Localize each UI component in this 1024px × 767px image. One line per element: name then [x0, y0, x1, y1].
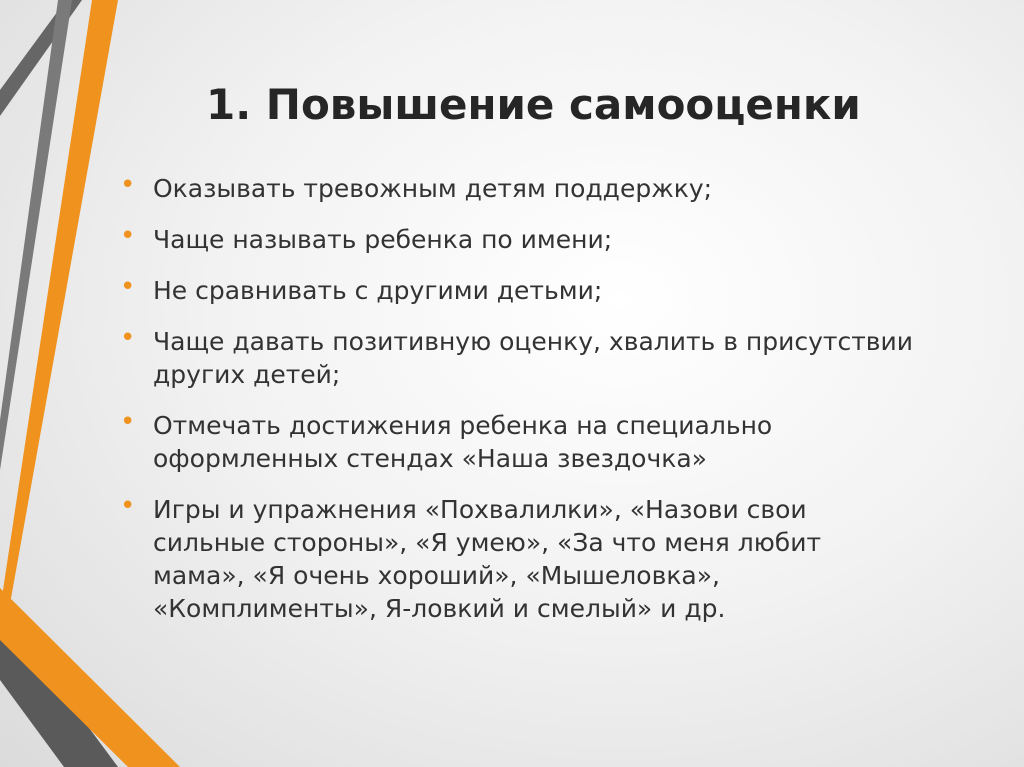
bullet-icon: • — [120, 170, 136, 200]
gray-stripe-top — [0, 0, 82, 116]
slide-title: 1. Повышение самооценки — [206, 80, 861, 129]
bullet-icon: • — [120, 272, 136, 302]
bullet-icon: • — [120, 407, 136, 437]
list-item-text: Чаще давать позитивную оценку, хвалить в присутствии других детей; — [153, 327, 914, 389]
list-item — [120, 409, 920, 475]
list-item-text: Отмечать достижения ребенка на специально оформленных стендах «Наша звездочка» — [153, 411, 773, 473]
list-item — [120, 223, 920, 256]
list-item-text: Чаще называть ребенка по имени; — [153, 225, 613, 254]
list-item — [120, 493, 920, 625]
bullet-icon: • — [120, 323, 136, 353]
list-item-text: Не сравнивать с другими детьми; — [153, 276, 603, 305]
bullet-list — [120, 172, 920, 643]
bullet-icon: • — [120, 221, 136, 251]
list-item-text: Оказывать тревожным детям поддержку; — [153, 174, 713, 203]
bullet-icon: • — [120, 491, 136, 521]
list-item — [120, 274, 920, 307]
list-item — [120, 325, 920, 391]
list-item-text: Игры и упражнения «Похвалилки», «Назови свои сильные стороны», «Я умею», «За что меня любит мама», «Я очень хороший», «Мышеловка», «Комплименты», Я-ловкий и смелый» и др. — [153, 495, 822, 623]
list-item — [120, 172, 920, 205]
